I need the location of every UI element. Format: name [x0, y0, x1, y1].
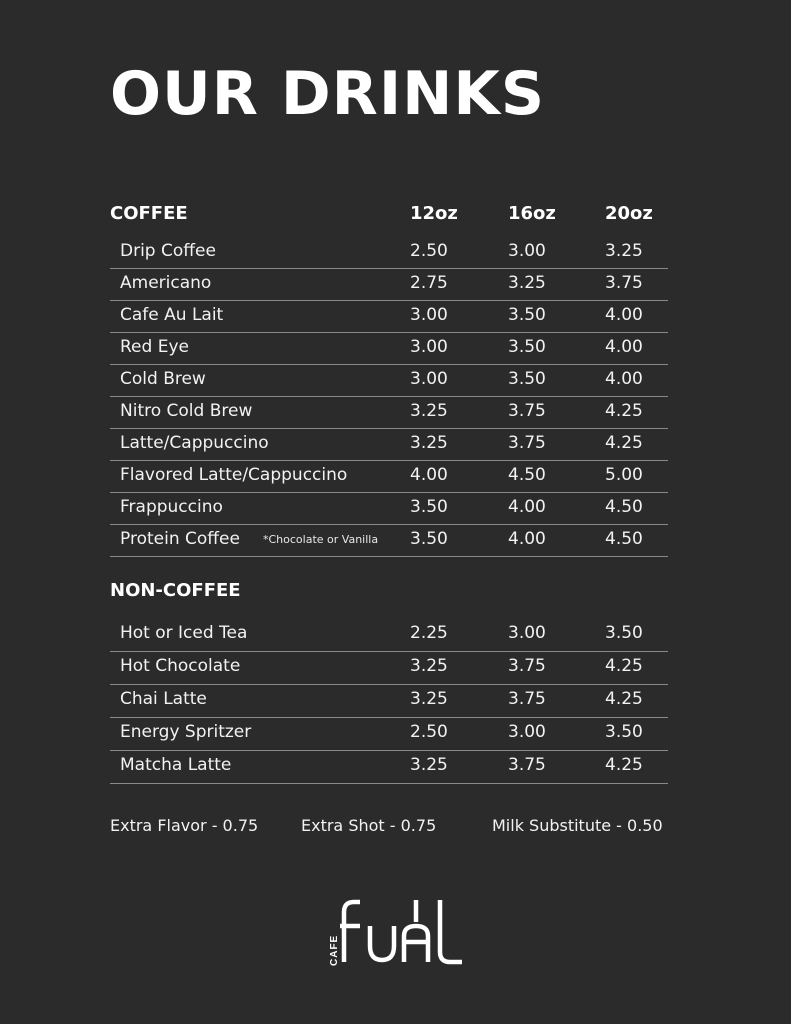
price-16oz: 3.25 [508, 273, 546, 293]
price-20oz: 5.00 [605, 465, 643, 485]
price-12oz: 3.25 [410, 755, 448, 775]
price-20oz: 4.25 [605, 689, 643, 709]
price-20oz: 4.00 [605, 369, 643, 389]
noncoffee-header-row [110, 580, 670, 604]
price-16oz: 3.75 [508, 401, 546, 421]
item-name: Americano [120, 273, 212, 293]
price-16oz: 3.00 [508, 241, 546, 261]
item-name: Protein Coffee [120, 529, 240, 549]
menu-row-red-eye [110, 332, 668, 365]
price-12oz: 3.25 [410, 401, 448, 421]
price-16oz: 3.75 [508, 656, 546, 676]
fuel-wordmark-logo [320, 890, 470, 970]
price-20oz: 3.50 [605, 722, 643, 742]
price-12oz: 3.00 [410, 369, 448, 389]
price-16oz: 3.00 [508, 722, 546, 742]
price-12oz: 3.00 [410, 337, 448, 357]
price-12oz: 3.50 [410, 529, 448, 549]
menu-row-cafe-au-lait [110, 300, 668, 333]
item-name: Chai Latte [120, 689, 207, 709]
price-12oz: 3.00 [410, 305, 448, 325]
price-20oz: 4.25 [605, 656, 643, 676]
price-16oz: 3.00 [508, 623, 546, 643]
extras-row [110, 816, 670, 838]
price-16oz: 3.75 [508, 689, 546, 709]
price-20oz: 4.25 [605, 401, 643, 421]
price-16oz: 3.75 [508, 755, 546, 775]
price-20oz: 4.00 [605, 337, 643, 357]
item-name: Drip Coffee [120, 241, 216, 261]
price-12oz: 2.75 [410, 273, 448, 293]
item-name: Energy Spritzer [120, 722, 252, 742]
item-name: Latte/Cappuccino [120, 433, 269, 453]
size-12oz-header: 12oz [410, 203, 458, 224]
price-16oz: 3.50 [508, 337, 546, 357]
item-name: Cafe Au Lait [120, 305, 224, 325]
price-12oz: 3.50 [410, 497, 448, 517]
price-12oz: 2.50 [410, 722, 448, 742]
price-16oz: 4.50 [508, 465, 546, 485]
price-16oz: 3.50 [508, 369, 546, 389]
menu-row-drip-coffee [110, 236, 668, 269]
menu-row-protein-coffee [110, 524, 668, 557]
price-12oz: 2.50 [410, 241, 448, 261]
item-note: *Chocolate or Vanilla [263, 533, 379, 546]
price-20oz: 4.25 [605, 755, 643, 775]
menu-row-flavored-latte-cappuccino [110, 460, 668, 493]
menu-row-hot-or-iced-tea [110, 618, 668, 652]
menu-row-cold-brew [110, 364, 668, 397]
menu-row-americano [110, 268, 668, 301]
size-16oz-header: 16oz [508, 203, 556, 224]
price-20oz: 3.25 [605, 241, 643, 261]
item-name: Red Eye [120, 337, 189, 357]
menu-row-nitro-cold-brew [110, 396, 668, 429]
price-12oz: 3.25 [410, 656, 448, 676]
coffee-heading: COFFEE [110, 203, 188, 224]
price-12oz: 3.25 [410, 433, 448, 453]
price-16oz: 4.00 [508, 497, 546, 517]
price-20oz: 4.50 [605, 497, 643, 517]
size-20oz-header: 20oz [605, 203, 653, 224]
cafe-fuel-logo [320, 890, 470, 970]
coffee-header-row [110, 203, 670, 227]
item-name: Frappuccino [120, 497, 223, 517]
price-12oz: 4.00 [410, 465, 448, 485]
price-16oz: 3.50 [508, 305, 546, 325]
milk-substitute-price: Milk Substitute - 0.50 [492, 816, 663, 835]
item-name: Flavored Latte/Cappuccino [120, 465, 348, 485]
page-title: OUR DRINKS [110, 59, 546, 129]
logo-cafe-text: CAFE [329, 934, 340, 966]
item-name: Cold Brew [120, 369, 206, 389]
price-16oz: 4.00 [508, 529, 546, 549]
menu-row-matcha-latte [110, 750, 668, 784]
menu-row-energy-spritzer [110, 717, 668, 751]
price-20oz: 3.50 [605, 623, 643, 643]
price-12oz: 3.25 [410, 689, 448, 709]
price-20oz: 4.00 [605, 305, 643, 325]
price-12oz: 2.25 [410, 623, 448, 643]
item-name: Nitro Cold Brew [120, 401, 253, 421]
item-name: Matcha Latte [120, 755, 232, 775]
menu-row-hot-chocolate [110, 651, 668, 685]
price-20oz: 4.50 [605, 529, 643, 549]
item-name: Hot or Iced Tea [120, 623, 248, 643]
price-20oz: 3.75 [605, 273, 643, 293]
item-name: Hot Chocolate [120, 656, 241, 676]
menu-row-frappuccino [110, 492, 668, 525]
extra-shot-price: Extra Shot - 0.75 [301, 816, 437, 835]
menu-row-latte-cappuccino [110, 428, 668, 461]
noncoffee-heading: NON-COFFEE [110, 580, 241, 601]
price-16oz: 3.75 [508, 433, 546, 453]
menu-row-chai-latte [110, 684, 668, 718]
extra-flavor-price: Extra Flavor - 0.75 [110, 816, 259, 835]
price-20oz: 4.25 [605, 433, 643, 453]
